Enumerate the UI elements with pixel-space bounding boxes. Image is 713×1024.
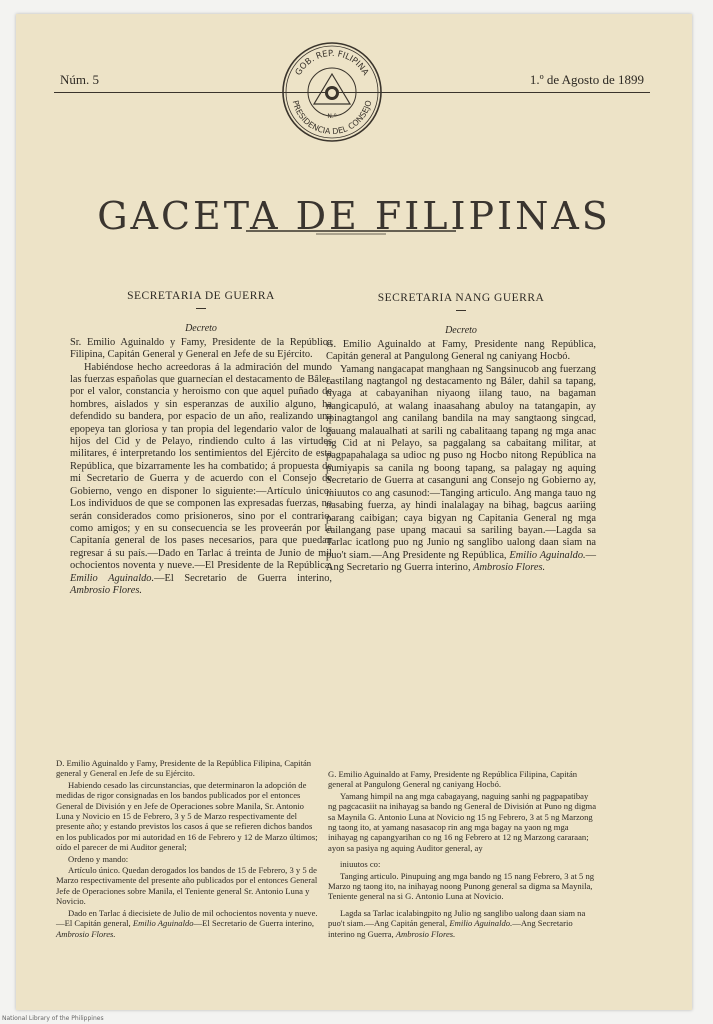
decree-body-text: Habiéndose hecho acreedoras á la admiración del mundo las fuerzas españolas que guarnecían el destacamento de Bâler, por el valor, constancia y heroismo con que aquel puñado de hombres, aislados y sin esperanzas de auxilio alguno, ha defendido su bandera, por espacio de un año, realizando una epopeya tan gloriosa y tan propia del legendario valor de los hijos del Cid y de Pelayo, rindiendo culto á las virtudes militares, é interpretando los sentimientos del Ejército de esta República, que bizarramente les ha combatido; á propuesta de mi Secretario de Guerra y de acuerdo con el Consejo de Gobierno, vengo en disponer lo siguiente:—Artículo único: Los individuos de que se componen las expresadas fuerzas, no serán considerados como prisioneros, sino por el contrario, como amigos; y en su consecuencia se les proveerán por la Capitanía general de los pases necesarios, para que puedan regresar á su país.—Dado en Tarlac á treinta de Junio de mil ochocientos noventa y nueve.—El Presidente de la República,: [70, 361, 332, 572]
bando-signature-title: —El Secretario de Guerra interino,: [193, 918, 315, 929]
newspaper-page: [16, 14, 692, 1010]
tagalog-bando-decree: [328, 769, 596, 940]
bando-article: Tanging articulo. Pinupuing ang mga bando ng 15 nang Febrero, 3 at 5 ng Marzo ng taong ito, na inihayag noong Punong general sa digma sa Maynila, Teniente general na si G. Antonio Luna at Novicio.: [328, 870, 595, 902]
bando-intro: D. Emilio Aguinaldo y Famy, Presidente de la República Filipina, Capitán general y General en Jefe de su Ejército.: [56, 758, 312, 779]
section-dash: [456, 310, 466, 311]
issue-date: 1.º de Agosto de 1899: [529, 72, 644, 87]
bando-signature-name: Emilio Aguinaldo.: [449, 918, 513, 929]
archive-credit: National Library of the Philippines: [2, 1015, 104, 1022]
section-title-guerra-tagalog: SECRETARIA NANG GUERRA: [377, 292, 545, 304]
bando-order: iniuutos co:: [340, 859, 381, 870]
bando-signature-text: Dado en Tarlac á diecisiete de Julio de mil ochocientos noventa y nueve.—El Capitán general,: [56, 907, 318, 929]
newspaper-title: GACETA DE FILIPINAS: [97, 194, 611, 239]
decree-body-text: Yamang nangacapat manghaan ng Sangsinucob ang fuerzang castilang nagtangol ng destacamento ng Báler, dahil sa tapang, tiyaga at cabayanihan niyaong iilang tauo, na bagaman nangicapuló, at walang inaasahang abuloy na tatangapin, ay ipinagtangol ang canilang bandila na may sangtaong singcad, gauang malaualhati at sarili ng cabalitaang tapang ng mga anac ng Cid at ni Pelayo, sa paggalang sa cabaitang militar, at pagpapahalaga sa udioc ng puso ng Hocbo nitong República na pumiyapis sa canila ng boong tapang, sa palagay ng aquing Secretario de Guerra at casanguni ang Consejo ng Gobierno ay, iniuutos co ang casunod:—Tanging articulo. Ang manga tauo ng nasabing fuerza, ay hindi inalalagay na bihag, bagcus aariing parang caibigan; caya bigyan ng Capitania General ng mga cailangang pase upang macaui sa sariling bayan.—Lagda sa Tarlac icatlong puo ng Junio ng sanglibo ualong daan siam na puo't siam.—Ang Presidente ng República,: [326, 363, 596, 561]
signature-title: —El Secretario de Guerra interino,: [154, 572, 333, 584]
bando-intro: G. Emilio Aguinaldo at Famy, Presidente ng República Filipina, Capitán general at Pangulong General ng caniyang Hocbó.: [328, 769, 578, 790]
bando-body: Yamang himpil na ang mga cabagayang, naguing sanhi ng pagpapatibay ng pagcacasiit na inihayag sa bando ng General de División at Puno ng digma sa Maynila G. Antonio Luna at Novicio ng 15 ng Febrero, 3 at 5 ng Marzong ng taong ito, at yamang nasasacop rin ang mga bagay na yaon ng mga inihayag ng capangyarihan co ng 16 ng Febrero at 12 ng Marzong cararaan; ayon sa pasiya ng aquing Auditor general, ay: [328, 790, 597, 853]
decree-label: Decreto: [445, 325, 477, 337]
decree-body: [326, 364, 596, 575]
bando-body: Habiendo cesado las circunstancias, que determinaron la adopción de medidas de rigor consignadas en los bandos publicados por el entonces General de División y en Jefe de Operaciones sobre Manila, Sr. Antonio Luna y Novicio en 15 de Febrero, 3 y 5 de Marzo respectivamente del presente año; y estando previstos los casos á que se refieren dichos bandos en los publicados por mi autoridad en 16 de Febrero y 12 de Marzo últimos; oído el parecer de mi Auditor general;: [56, 779, 318, 853]
bando-signature-name-secretary: Ambrosio Flores.: [56, 928, 116, 939]
bando-signature-text: Lagda sa Tarlac icalabingpito ng Julio ng sanglibo ualong daan siam na puo't siam.—Ang Capitán general,: [328, 907, 586, 929]
bando-article: Artículo único. Quedan derogados los bandos de 15 de Febrero, 3 y 5 de Marzo respectivamente del presente año publicados por el entonces General Jefe de Operaciones sobre Manila, el Teniente general Sr. Antonio Luna y Novicio.: [56, 865, 318, 907]
bando-signature: [328, 908, 596, 939]
svg-text:PRESIDENCIA DEL CONSEJO: PRESIDENCIA DEL CONSEJO: [290, 99, 374, 137]
title-ornament-rule: [246, 225, 456, 237]
svg-text:N.º: N.º: [327, 113, 337, 120]
bando-signature-title: —Ang Secretario interino ng Guerra,: [328, 918, 573, 939]
signature-title: —Ang Secretario ng Guerra interino,: [326, 549, 596, 574]
signature-name-secretary: Ambrosio Flores.: [473, 562, 546, 574]
svg-text:GOB. REP. FILIPINA: GOB. REP. FILIPINA: [293, 48, 371, 78]
section-title-guerra: SECRETARIA DE GUERRA: [127, 290, 275, 302]
tagalog-decree-column: [326, 292, 596, 575]
signature-name: Emilio Aguinaldo.: [70, 572, 155, 584]
official-seal-stamp: [280, 40, 384, 144]
decree-intro: Sr. Emilio Aguinaldo y Famy, Presidente de la República Filipina, Capitán General y General en Jefe de su Ejército.: [70, 336, 332, 361]
signature-name-secretary: Ambrosio Flores.: [70, 584, 142, 596]
decree-body: [70, 362, 332, 598]
bando-signature-name-secretary: Ambrosio Flores.: [395, 928, 456, 939]
bando-order: Ordeno y mando:: [68, 853, 129, 864]
bando-signature-name: Emilio Aguinaldo: [132, 918, 194, 929]
signature-name: Emilio Aguinaldo.: [509, 549, 586, 561]
section-dash: [196, 308, 206, 309]
spanish-bando-decree: [56, 758, 318, 940]
spanish-decree-column: [70, 290, 332, 597]
bando-signature: [56, 908, 318, 939]
decree-intro: G. Emilio Aguinaldo at Famy, Presidente nang República, Capitán general at Pangulong General ng caniyang Hocbó.: [326, 338, 596, 363]
issue-number: Núm. 5: [60, 72, 99, 87]
decree-label: Decreto: [185, 323, 217, 335]
